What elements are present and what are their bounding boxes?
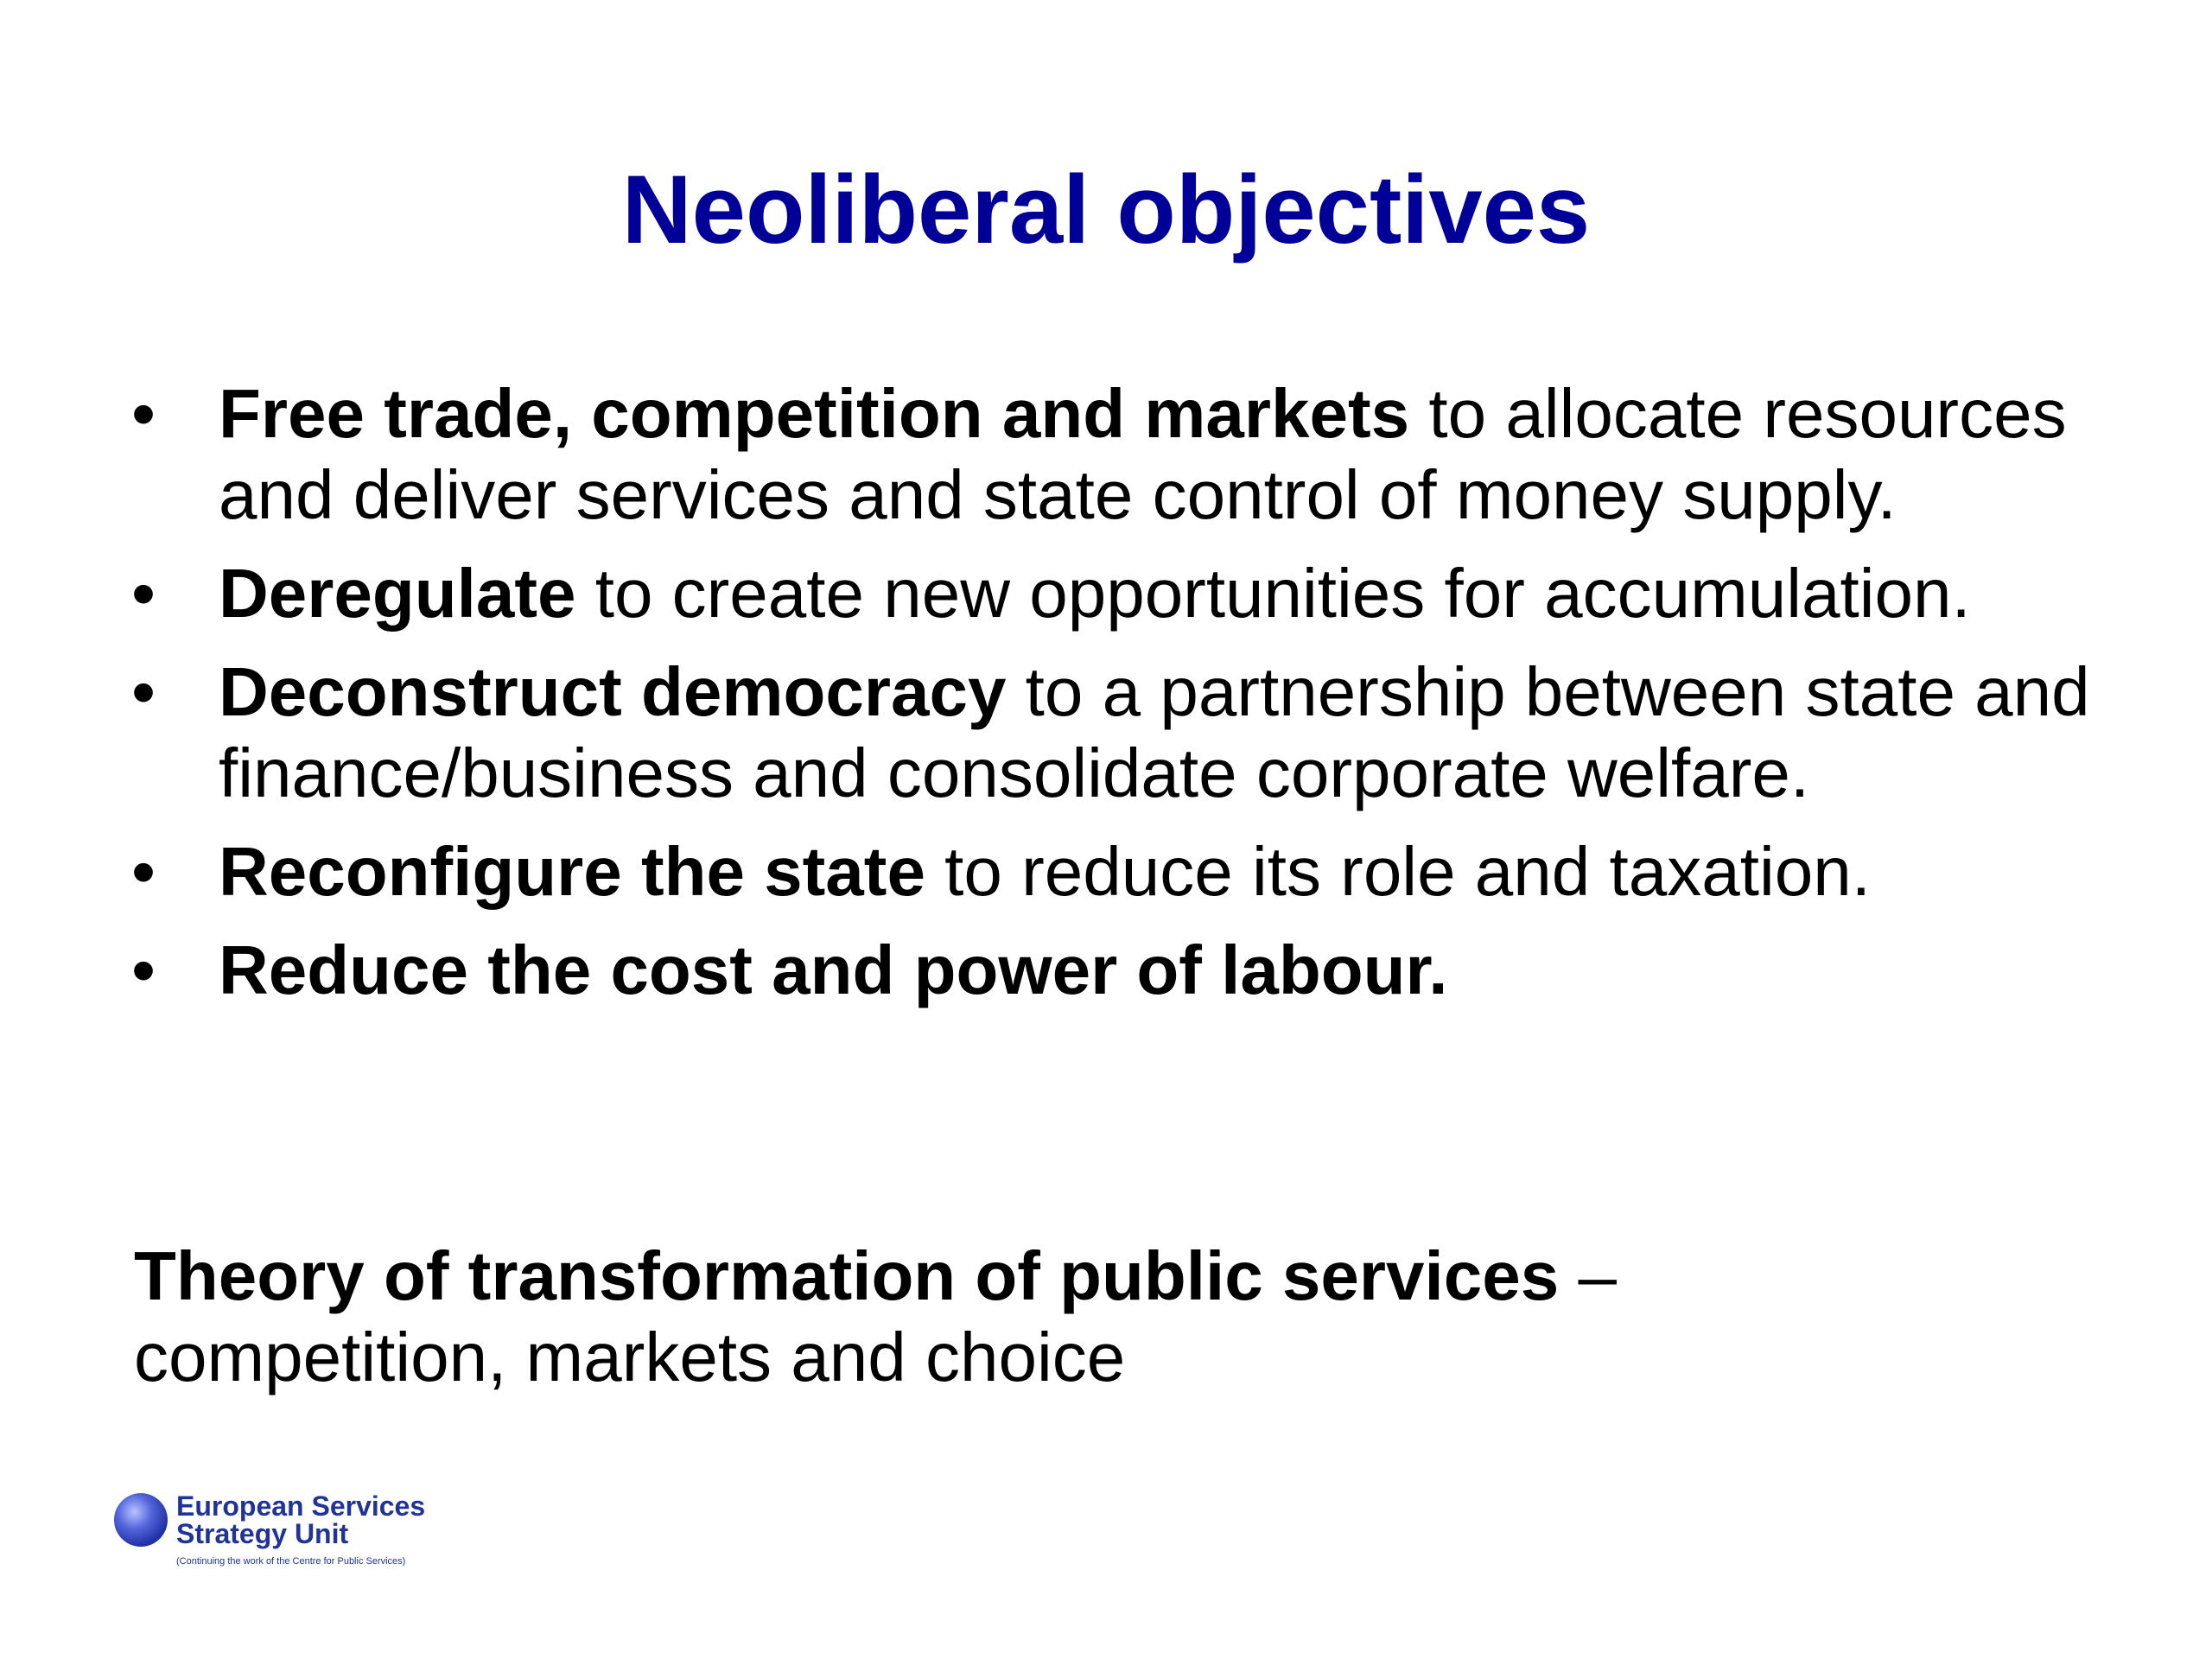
bullet-icon: • xyxy=(131,833,156,910)
footer-dash: – xyxy=(1559,1237,1617,1314)
bullet-item xyxy=(130,373,2117,536)
logo-line2: Strategy Unit xyxy=(176,1518,349,1549)
bullet-normal: to a partnership between state and finance/business and consolidate corporate welfare. xyxy=(219,653,2090,811)
footer-bold: Theory of transformation of public services xyxy=(134,1237,1560,1314)
bullet-bold: Deconstruct democracy xyxy=(219,653,1007,730)
slide-title: Neoliberal objectives xyxy=(621,156,1591,264)
bullet-text xyxy=(219,555,1971,632)
bullet-bold: Free trade, competition and markets xyxy=(219,375,1410,452)
bullet-normal: to reduce its role and taxation. xyxy=(925,833,1871,910)
bullet-bold: Deregulate xyxy=(219,555,576,632)
bullet-bold: Reconfigure the state xyxy=(219,833,925,910)
bullet-text xyxy=(219,931,1447,1008)
bullet-normal: to allocate resources and deliver services and state control of money supply. xyxy=(219,375,2067,533)
bullet-icon: • xyxy=(131,931,156,1008)
bullet-normal: to create new opportunities for accumulation. xyxy=(575,555,1971,632)
organization-logo xyxy=(114,1491,477,1578)
footer-normal: competition, markets and choice xyxy=(134,1319,1126,1395)
bullet-icon: • xyxy=(131,555,156,632)
bullet-bold: Reduce the cost and power of labour. xyxy=(219,931,1448,1008)
bullet-item xyxy=(130,652,2117,814)
globe-icon xyxy=(114,1493,168,1547)
bullet-item xyxy=(130,930,2117,1011)
logo-tagline: (Continuing the work of the Centre for Public Services) xyxy=(176,1556,406,1567)
bullet-list xyxy=(130,373,2117,1028)
bullet-item xyxy=(130,831,2117,912)
bullet-text xyxy=(219,653,2090,811)
footer-statement xyxy=(134,1236,2121,1398)
logo-line1: European Services xyxy=(176,1491,426,1522)
bullet-item xyxy=(130,553,2117,634)
bullet-icon: • xyxy=(131,653,156,730)
bullet-text xyxy=(219,833,1871,910)
bullet-icon: • xyxy=(131,375,156,452)
bullet-text xyxy=(219,375,2067,533)
